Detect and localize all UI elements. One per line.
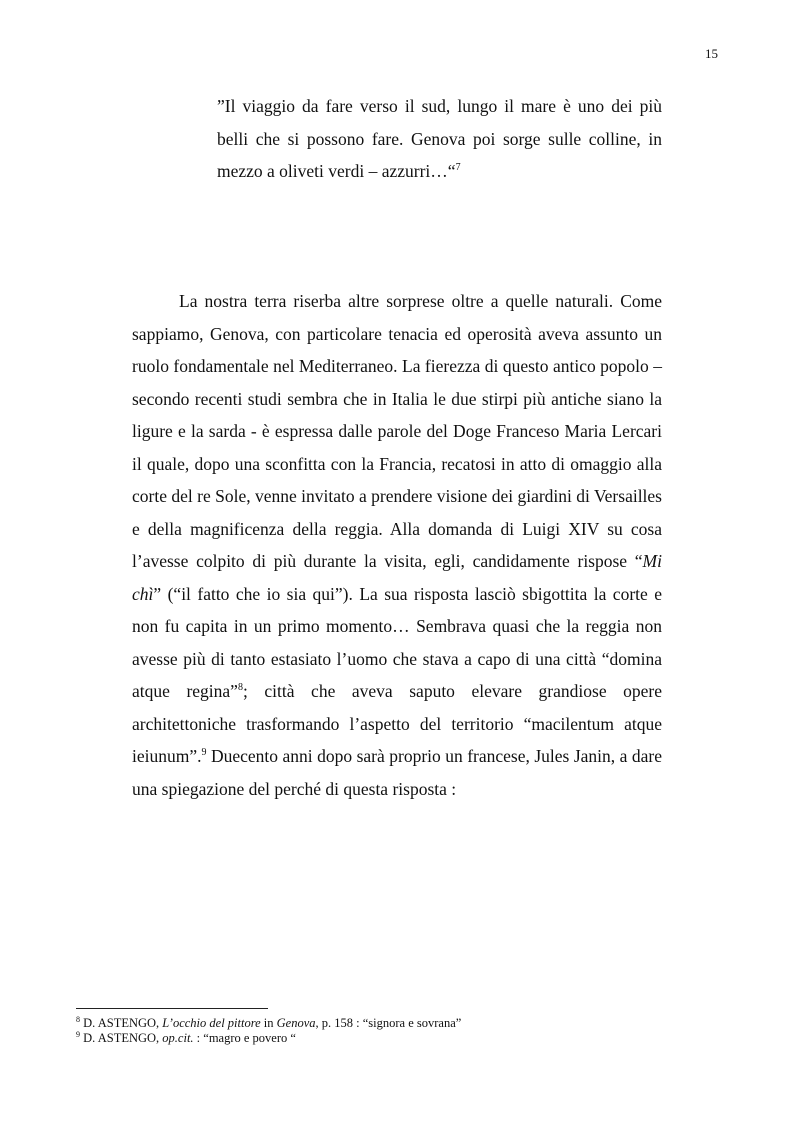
footnote-title: L’occhio del pittore (162, 1016, 261, 1030)
footnotes (76, 1016, 676, 1046)
footnote-9 (76, 1031, 676, 1046)
footnote-number: 8 (76, 1015, 80, 1024)
footnote-ref-7[interactable]: 7 (455, 162, 461, 173)
footnote-8 (76, 1016, 676, 1031)
body-paragraph (132, 285, 662, 805)
paragraph-text-2: ” (“il fatto che io sia qui”). La sua risposta lasciò sbigottita la corte e non fu capita in un primo momento… Sembrava quasi che la reggia non avesse più di tanto estasiato l’uomo che stava a capo di una città “domina atque regina” (132, 583, 662, 701)
block-quote (217, 90, 662, 188)
footnote-connector: in (260, 1016, 277, 1030)
paragraph-text-4: Duecento anni dopo sarà proprio un francese, Jules Janin, a dare una spiegazione del perché di questa risposta : (132, 746, 662, 799)
footnote-ref-9[interactable]: 9 (201, 747, 207, 758)
footnote-rest: , p. 158 : “signora e sovrana” (315, 1016, 462, 1030)
paragraph-text-3: ; città che aveva saputo elevare grandiose opere architettoniche trasformando l’aspetto del territorio “macilentum atque ieiunum”. (132, 681, 663, 766)
footnote-title: op.cit. (162, 1031, 194, 1045)
footnote-source: Genova (276, 1016, 316, 1030)
footnote-number: 9 (76, 1030, 80, 1039)
quote-text: ”Il viaggio da fare verso il sud, lungo il mare è uno dei più belli che si possono fare. Genova poi sorge sulle colline, in mezzo a oliveti verdi – azzurri…“ (217, 96, 662, 181)
footnote-rest: : “magro e povero “ (193, 1031, 296, 1045)
paragraph-text-1: La nostra terra riserba altre sorprese oltre a quelle naturali. Come sappiamo, Genova, con particolare tenacia ed operosità aveva assunto un ruolo fondamentale nel Mediterraneo. La fierezza di questo antico popolo – secondo recenti studi sembra che in Italia le due stirpi più antiche siano la ligure e la sarda - è espressa dalle parole del Doge Franceso Maria Lercari il quale, dopo una sconfitta con la Francia, recatosi in atto di omaggio alla corte del re Sole, venne invitato a prendere visione dei giardini di Versailles e della magnificenza della reggia. Alla domanda di Luigi XIV su cosa l’avesse colpito di più durante la visita, egli, candidamente rispose “ (132, 291, 662, 571)
footnote-author: D. ASTENGO, (83, 1031, 163, 1045)
page-number: 15 (705, 46, 718, 61)
footnote-author: D. ASTENGO, (83, 1016, 163, 1030)
paragraph-italic-phrase: Mi chì (132, 551, 662, 604)
footnote-ref-8[interactable]: 8 (237, 682, 243, 693)
footnote-separator (76, 1008, 268, 1009)
